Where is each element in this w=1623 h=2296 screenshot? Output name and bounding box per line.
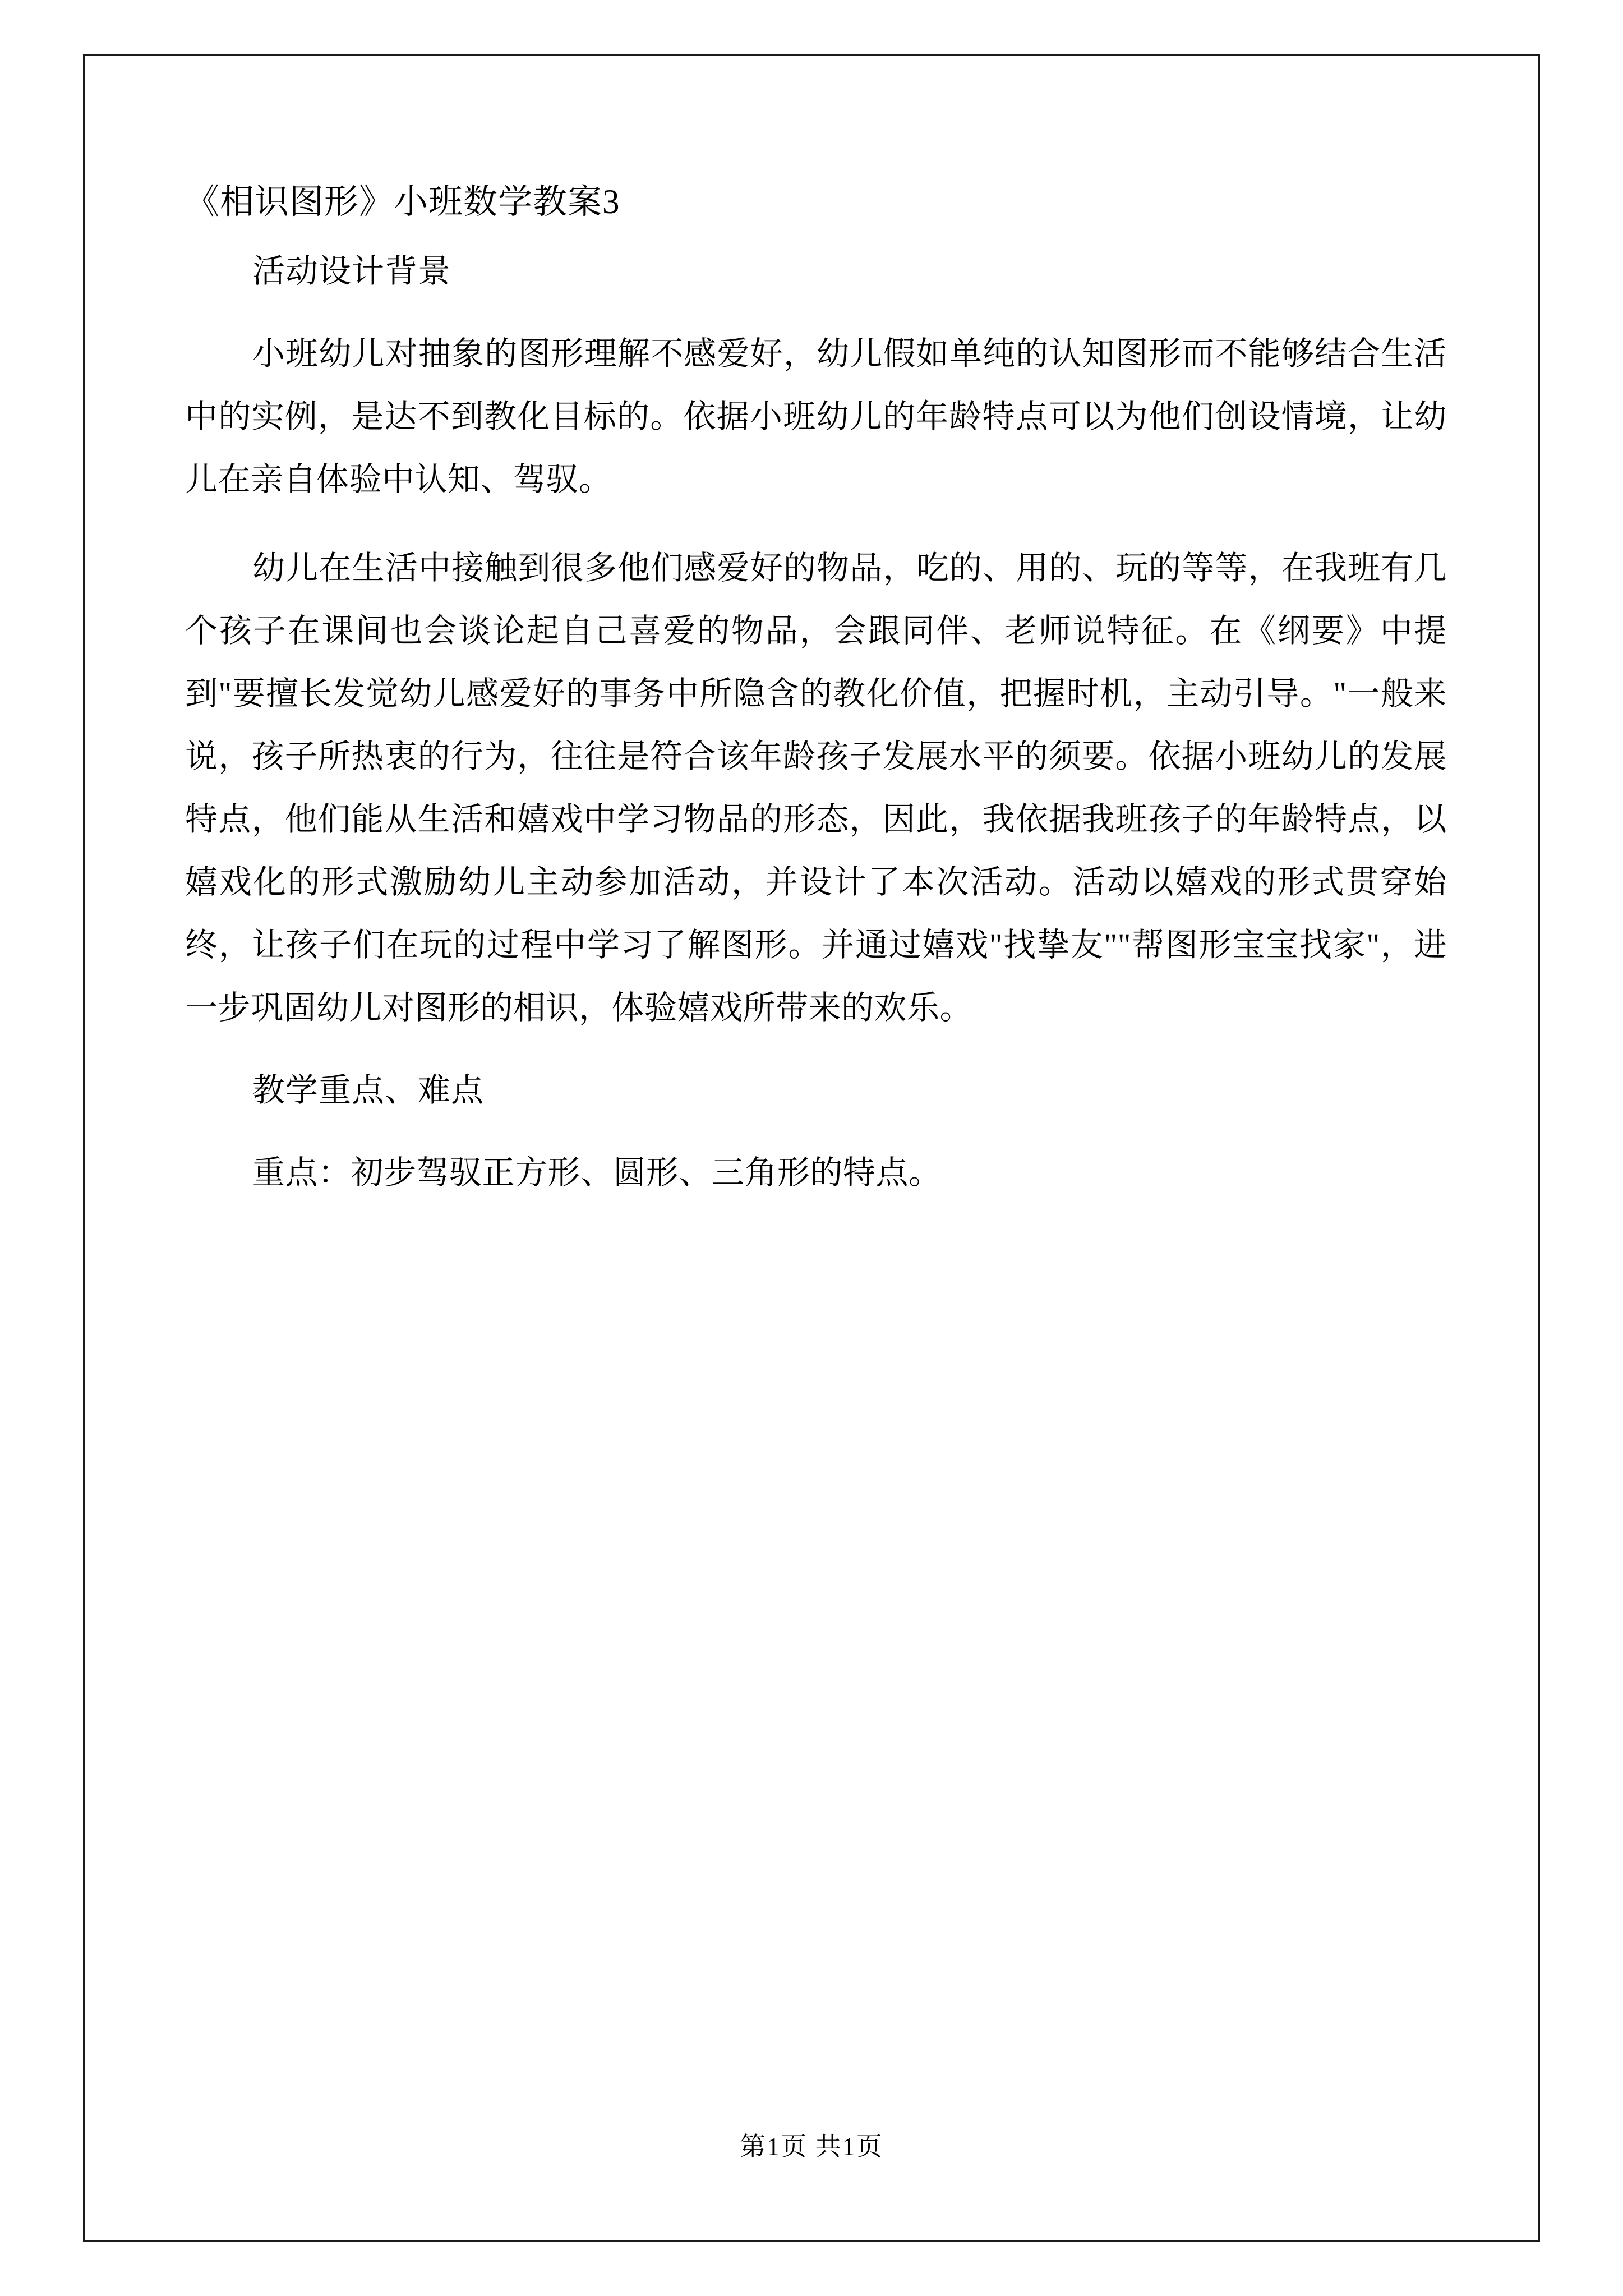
paragraph-background-1: 小班幼儿对抽象的图形理解不感爱好，幼儿假如单纯的认知图形而不能够结合生活中的实例，是达不到教化目标的。依据小班幼儿的年龄特点可以为他们创设情境，让幼儿在亲自体验中认知、驾驭。 — [185, 335, 1447, 498]
section-spacer — [185, 1050, 1447, 1074]
page-title: 《相识图形》小班数学教案3 — [185, 183, 620, 221]
page-footer: 第1页 共1页 — [740, 2132, 883, 2161]
paragraph-keypoints-1: 重点：初步驾驭正方形、圆形、三角形的特点。 — [252, 1154, 942, 1191]
section-heading-background: 活动设计背景 — [252, 253, 451, 289]
document-content — [185, 185, 1447, 1214]
section-heading-keypoints: 教学重点、难点 — [252, 1072, 485, 1108]
paragraph-spacer — [185, 521, 1447, 537]
paragraph-background-2: 幼儿在生活中接触到很多他们感爱好的物品，吃的、用的、玩的等等，在我班有几个孩子在课间也会谈论起自己喜爱的物品，会跟同伴、老师说特征。在《纲要》中提到"要擅长发觉幼儿感爱好的事务中所隐含的教化价值，把握时机，主动引导。"一般来说，孩子所热衷的行为，往往是符合该年龄孩子发展水平的须要。依据小班幼儿的发展特点，他们能从生活和嬉戏中学习物品的形态，因此，我依据我班孩子的年龄特点，以嬉戏化的形式激励幼儿主动参加活动，并设计了本次活动。活动以嬉戏的形式贯穿始终，让孩子们在玩的过程中学习了解图形。并通过嬉戏"找挚友""帮图形宝宝找家"，进一步巩固幼儿对图形的相识，体验嬉戏所带来的欢乐。 — [185, 550, 1447, 1026]
